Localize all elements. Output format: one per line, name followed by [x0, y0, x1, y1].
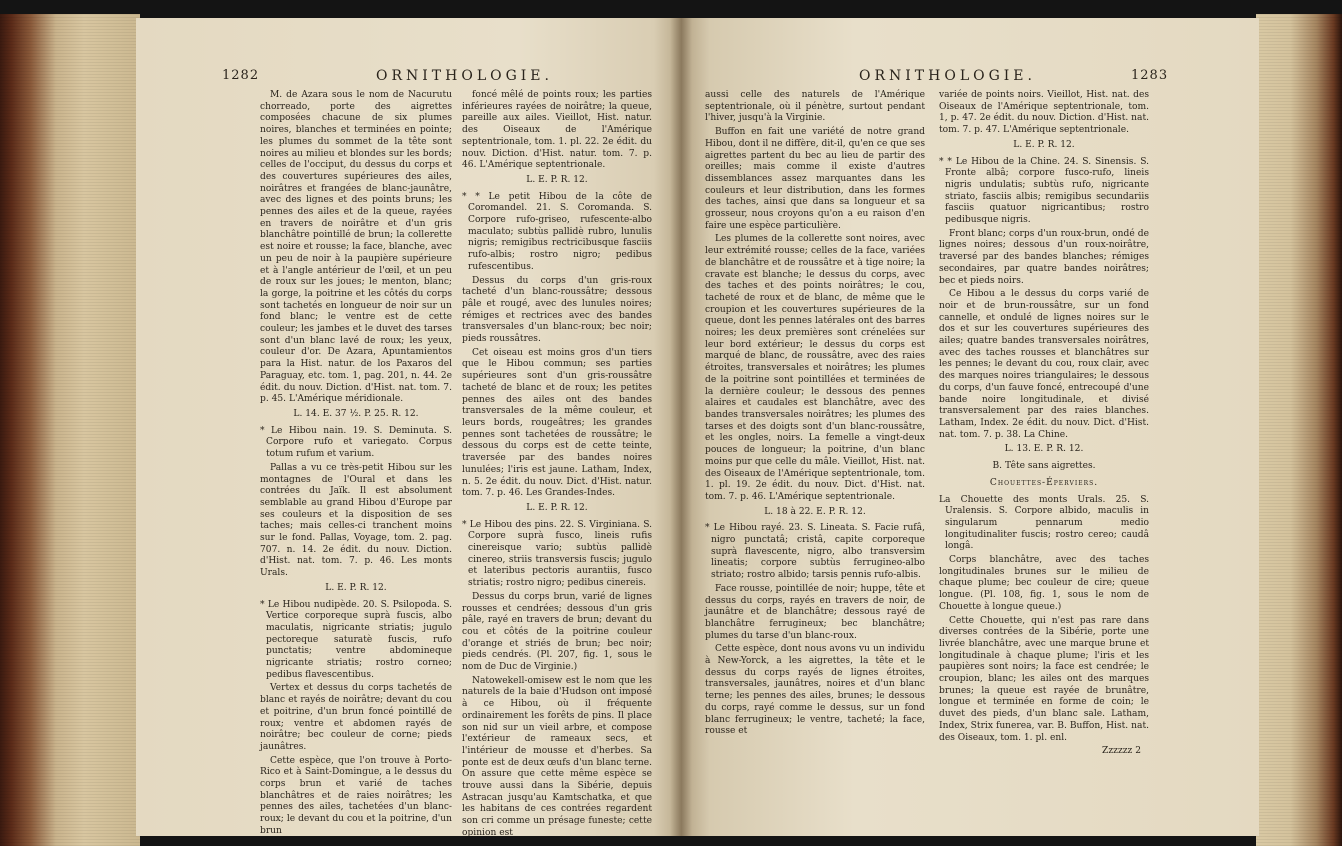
species-entry-heading: * * Le Hibou de la Chine. 24. S. Sinensis. S. Fronte albâ; corpore fusco-rufo, lineis nigris undulatis; subtùs rufo, nigricante striato, fasciis albis; remigibus secundariis fasciis quatuor nigricantibus; rostro pedibusque nigris. [939, 156, 1149, 226]
measurement-line: L. E. P. R. 12. [526, 174, 588, 185]
body-paragraph: Face rousse, pointillée de noir; huppe, tête et dessus du corps, rayés en travers de noir, de jaunâtre et de blanchâtre; dessous rayé de blanchâtre ferrugineux; bec blanchâtre; plumes du tarse d'un blanc-roux. [705, 583, 925, 641]
section-heading: Chouettes-Éperviers. [989, 477, 1099, 488]
body-paragraph: Dessus du corps d'un gris-roux tacheté d'un blanc-roussâtre; dessous pâle et rougé, avec des lunules noires; rémiges et rectrices avec des bandes transversales d'un blanc-roux; bec noir; pieds roussâtres. [462, 275, 652, 345]
species-entry-heading: * Le Hibou nudipède. 20. S. Psilopoda. S. Vertice corporeque suprà fuscis, albo maculatis, nigricante striatis; jugulo pectoreque saturatè fuscis, rufo punctatis; ventre abdomineque nigricante striatis; rostro corneo; pedibus flavescentibus. [260, 599, 452, 680]
measurement-line: L. E. P. R. 12. [1013, 139, 1075, 150]
book-gutter [670, 18, 692, 836]
species-entry-heading: * * Le petit Hibou de la côte de Coromandel. 21. S. Coromanda. S. Corpore rufo-griseo, rufescente-albo maculato; subtùs pallidè rubro, lunulis nigris; remigibus rectricibusque fasciis rufo-albis; rostro nigro; pedibus rufescentibus. [462, 191, 652, 272]
body-paragraph: M. de Azara sous le nom de Nacurutu chorreado, porte des aigrettes composées chacune de six plumes noires, blanches et terminées en pointe; les plumes du sommet de la tête sont noires au milieu et blondes sur les bords; celles de l'occiput, du dessus du corps et des couvertures supérieures des ailes, noirâtres et frangées de blanc-jaunâtre, avec des lignes et des points bruns; les pennes des ailes et de la queue, rayées en travers de noirâtre et d'un gris blanchâtre pointillé de brun; la collerette est noire et rousse; la face, blanche, avec un peu de noir à la paupière supérieure et à l'angle antérieur de l'œil, et un peu de roux sur les joues; le menton, blanc; la gorge, la poitrine et les côtés du corps sont tachetés en longueur de noir sur un fond blanc; le ventre est de cette couleur; les jambes et le duvet des tarses sont d'un blanc lavé de roux; les yeux, couleur d'or. De Azara, Apuntamientos para la Hist. natur. de los Paxaros del Paraguay, etc. tom. 1, pag. 201, n. 44. 2e édit. du nouv. Diction. d'Hist. nat. tom. 7. p. 45. L'Amérique méridionale. [260, 90, 452, 405]
left-column-2 [462, 90, 652, 836]
page-number-left: 1282 [222, 68, 260, 83]
body-paragraph: Corps blanchâtre, avec des taches longitudinales brunes sur le milieu de chaque plume; bec couleur de cire; queue longue. (Pl. 108, fig. 1, sous le nom de Chouette à longue queue.) [939, 555, 1149, 612]
left-column-1 [260, 90, 452, 836]
measurement-line: L. E. P. R. 12. [325, 582, 387, 593]
species-entry-heading: La Chouette des monts Urals. 25. S. Uralensis. S. Corpore albido, maculis in singularum pennarum medio longitudinaliter fuscis; rostro cereo; caudâ longâ. [939, 494, 1149, 552]
book-edge-left [0, 14, 140, 846]
species-entry-heading: * Le Hibou nain. 19. S. Deminuta. S. Corpore rufo et variegato. Corpus totum rufum et varium. [260, 425, 452, 460]
measurement-line: L. 14. E. 37 ½. P. 25. R. 12. [293, 408, 419, 419]
body-paragraph: Cet oiseau est moins gros d'un tiers que le Hibou commun; ses parties supérieures sont d'un gris-roussâtre tacheté de blanc et de roux; les petites pennes des ailes ont des bandes transversales de la même couleur, et leurs bords, rougeâtres; les grandes pennes sont tachetées de roussâtre; le dessous du corps est de cette teinte, traversée par des bandes noires lunulées; l'iris est jaune. Latham, Index, n. 5. 2e édit. du nouv. Dict. d'Hist. natur. tom. 7. p. 46. Les Grandes-Indes. [462, 347, 652, 499]
measurement-line: L. E. P. R. 12. [526, 502, 588, 513]
body-paragraph: Les plumes de la collerette sont noires, avec leur extrémité rousse; celles de la face, variées de blanchâtre et de roussâtre et à tige noire; la cravate est blanche; le dessus du corps, avec des taches et des points noirâtres; le cou, tacheté de roux et de blanc, de même que le croupion et les couvertures supérieures de la queue, dont les pennes latérales ont des barres noires; les deux premières sont crénelées sur leur bord extérieur; le dessus du corps est marqué de blanc, de roussâtre, avec des raies étroites, transversales et noirâtres; les plumes de la poitrine sont pointillées et terminées de la dernière couleur; le dessous des pennes alaires et caudales est blanchâtre, avec des bandes transversales noirâtres; les plumes des tarses et des doigts sont d'un blanc-roussâtre, et les ongles, noirs. La femelle a vingt-deux pouces de longueur; la poitrine, d'un blanc moins pur que celle du mâle. Vieillot, Hist. nat. des Oiseaux de l'Amérique septentrionale, tom. 1. pl. 19. 2e édit. du nouv. Dict. d'Hist. nat. tom. 7. p. 46. L'Amérique septentrionale. [705, 234, 925, 502]
running-head-left: ORNITHOLOGIE. [376, 68, 553, 84]
running-head-right: ORNITHOLOGIE. [859, 68, 1036, 84]
right-column-2 [939, 90, 1149, 758]
body-paragraph: foncé mêlé de points roux; les parties inférieures rayées de noirâtre; la queue, pareille aux ailes. Vieillot, Hist. natur. des Oiseaux de l'Amérique septentrionale, tom. 1. pl. 22. 2e édit. du nouv. Diction. d'Hist. natur. tom. 7. p. 46. L'Amérique septentrionale. [462, 90, 652, 171]
right-page [681, 18, 1259, 836]
page-number-right: 1283 [1131, 68, 1169, 83]
species-entry-heading: * Le Hibou des pins. 22. S. Virginiana. S. Corpore suprà fusco, lineis rufis cinereisque vario; subtùs pallidè cinereo, striis transversis fuscis; jugulo et lateribus pectoris aurantiis, fusco striatis; rostro nigro; pedibus cinereis. [462, 519, 652, 589]
body-paragraph: Cette espèce, dont nous avons vu un individu à New-Yorck, a les aigrettes, la tête et le dessus du corps rayés de lignes étroites, transversales, jaunâtres, noires et d'un blanc terne; les pennes des ailes, brunes; le dessous du corps, rayé comme le dessus, sur un fond blanc ferrugineux; le ventre, tacheté; la face, rousse et [705, 644, 925, 737]
body-paragraph: aussi celle des naturels de l'Amérique septentrionale, où il pénètre, surtout pendant l'hiver, jusqu'à la Virginie. [705, 90, 925, 124]
signature-mark: Zzzzzz 2 [1102, 746, 1141, 757]
measurement-line: L. 18 à 22. E. P. R. 12. [764, 506, 866, 517]
body-paragraph: Cette Chouette, qui n'est pas rare dans diverses contrées de la Sibérie, porte une livrée blanchâtre, avec une marque brune et longitudinale à chaque plume; l'iris et les paupières sont noirs; la face est cendrée; le croupion, blanc; les ailes ont des marques brunes; la queue est rayée de brunâtre, longue et terminée en forme de coin; le duvet des pieds, d'un blanc sale. Latham, Index, Strix funerea, var. B. Buffon, Hist. nat. des Oiseaux, tom. 1. pl. enl. [939, 615, 1149, 743]
body-paragraph: Dessus du corps brun, varié de lignes rousses et cendrées; dessous d'un gris pâle, rayé en travers de brun; devant du cou et côtés de la poitrine couleur d'orange et striés de brun; bec noir; pieds cendrés. (Pl. 207, fig. 1, sous le nom de Duc de Virginie.) [462, 591, 652, 673]
measurement-line: L. 13. E. P. R. 12. [1004, 444, 1084, 455]
left-page [136, 18, 681, 836]
species-entry-heading: * Le Hibou rayé. 23. S. Lineata. S. Facie rufâ, nigro punctatâ; cristâ, capite corporeque suprà flavescente, nigro, albo transversìm lineatis; corpore subtùs ferrugineo-albo striato; rostro albido; tarsis pennis rufo-albis. [705, 523, 925, 581]
body-paragraph: Cette espèce, que l'on trouve à Porto-Rico et à Saint-Domingue, a le dessus du corps brun et varié de taches blanchâtres et de raies noirâtres; les pennes des ailes, tachetées d'un blanc-roux; le devant du cou et la poitrine, d'un brun [260, 755, 452, 836]
book-edge-right [1256, 14, 1342, 846]
body-paragraph: variée de points noirs. Vieillot, Hist. nat. des Oiseaux de l'Amérique septentrionale, tom. 1, p. 47. 2e édit. du nouv. Diction. d'Hist. nat. tom. 7. p. 47. L'Amérique septentrionale. [939, 90, 1149, 136]
body-paragraph: Natowekell-omisew est le nom que les naturels de la baie d'Hudson ont imposé à ce Hibou, où il fréquente ordinairement les forêts de pins. Il place son nid sur un vieil arbre, et compose l'extérieur de rameaux secs, et l'intérieur de mousse et d'herbes. Sa ponte est de deux œufs d'un blanc terne. On assure que cette même espèce se trouve aussi dans la Sibérie, depuis Astracan jusqu'au Kamtschatka, et que les habitans de ces contrées regardent son cri comme un présage funeste; cette opinion est [462, 675, 652, 836]
body-paragraph: Vertex et dessus du corps tachetés de blanc et rayés de noirâtre; devant du cou et poitrine, d'un brun foncé pointillé de roux; ventre et abdomen rayés de noirâtre; bec couleur de corne; pieds jaunâtres. [260, 683, 452, 752]
right-column-1 [705, 90, 925, 740]
measurement-line: B. Tête sans aigrettes. [992, 461, 1096, 472]
body-paragraph: Front blanc; corps d'un roux-brun, ondé de lignes noires; dessous d'un roux-noirâtre, traversé par des bandes blanches; rémiges secondaires, par quatre bandes noirâtres; bec et pieds noirs. [939, 228, 1149, 286]
body-paragraph: Ce Hibou a le dessus du corps varié de noir et de brun-roussâtre, sur un fond cannelle, et ondulé de lignes noires sur le dos et sur les couvertures supérieures des ailes; quatre bandes transversales noirâtres, avec des taches rousses et blanchâtres sur les pennes; le devant du cou, roux clair, avec des marques noires triangulaires; le dessous du corps, d'un fauve foncé, entrecoupé d'une bande noire longitudinale, et divisé transversalement par des raies blanches. Latham, Index. 2e édit. du nouv. Dict. d'Hist. nat. tom. 7. p. 38. La Chine. [939, 289, 1149, 440]
body-paragraph: Buffon en fait une variété de notre grand Hibou, dont il ne diffère, dit-il, qu'en ce que ses aigrettes partent du bec au lieu de partir des oreilles; mais comme il existe d'autres dissemblances assez marquantes dans les couleurs et leur distribution, dans les formes des taches, ainsi que dans sa longueur et sa grosseur, nous croyons qu'on a eu raison d'en faire une espèce particulière. [705, 127, 925, 231]
body-paragraph: Pallas a vu ce très-petit Hibou sur les montagnes de l'Oural et dans les contrées du Jaïk. Il est absolument semblable au grand Hibou d'Europe par ses couleurs et la disposition de ses taches; mais celles-ci tranchent moins sur le fond. Pallas, Voyage, tom. 2. pag. 707. n. 14. 2e édit. du nouv. Diction. d'Hist. nat. tom. 7. p. 46. Les monts Urals. [260, 462, 452, 579]
